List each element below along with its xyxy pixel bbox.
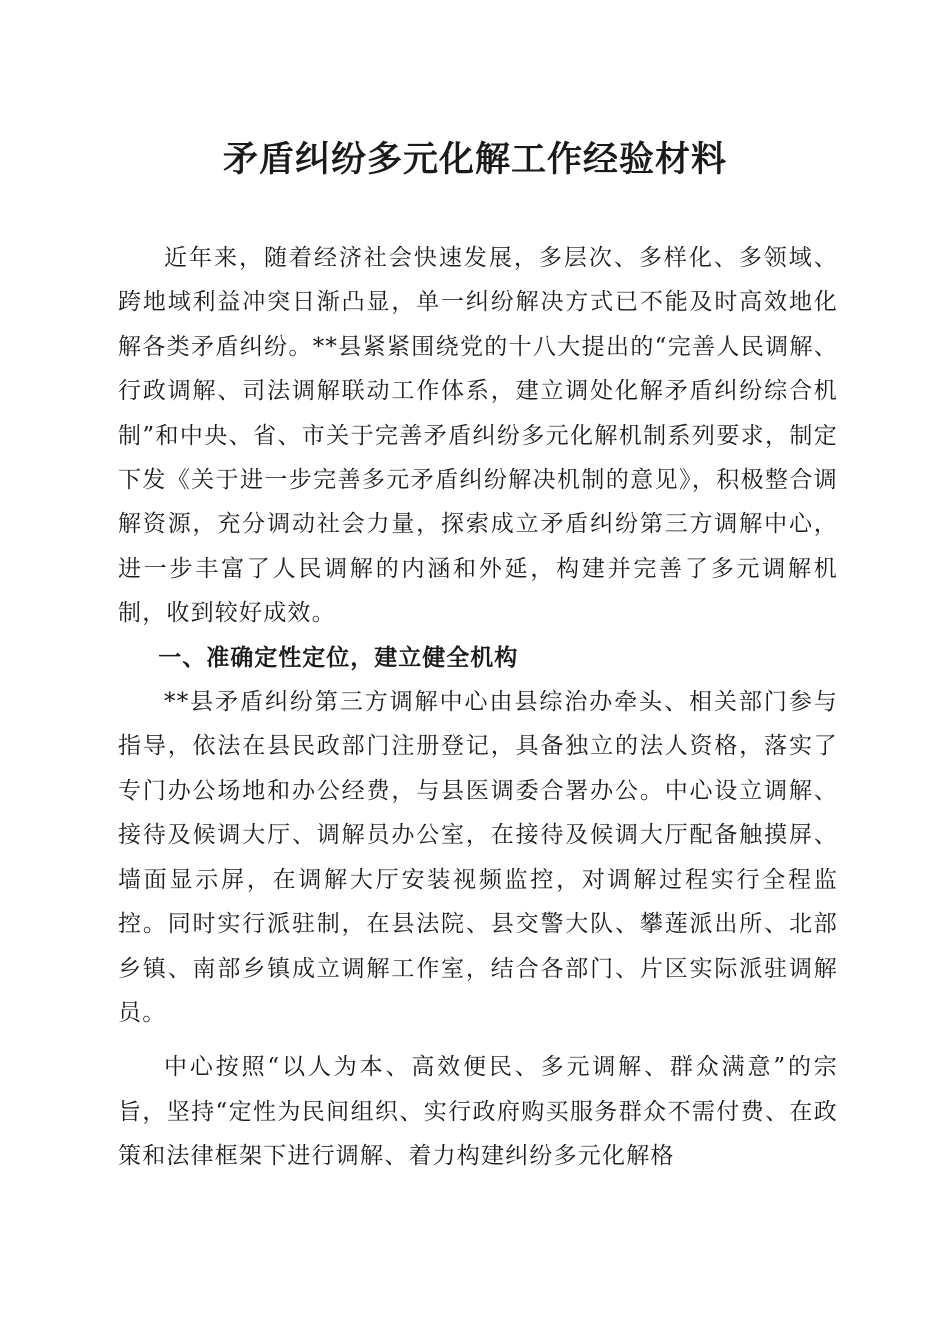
- section-heading-1: 一、准确定性定位，建立健全机构: [158, 644, 519, 671]
- body-paragraph-1: **县矛盾纠纷第三方调解中心由县综治办牵头、相关部门参与指导，依法在县民政部门注册登记，具备独立的法人资格，落实了专门办公场地和办公经费，与县医调委合署办公。中心设立调解、接待及候调大厅、调解员办公室，在接待及候调大厅配备触摸屏、墙面显示屏，在调解大厅安装视频监控，对调解过程实行全程监控。同时实行派驻制，在县法院、县交警大队、攀莲派出所、北部乡镇、南部乡镇成立调解工作室，结合各部门、片区实际派驻调解员。: [118, 689, 838, 1026]
- intro-paragraph: 近年来，随着经济社会快速发展，多层次、多样化、多领域、跨地域利益冲突日渐凸显，单一纠纷解决方式已不能及时高效地化解各类矛盾纠纷。**县紧紧围绕党的十八大提出的“完善人民调解、行政调解、司法调解联动工作体系，建立调处化解矛盾纠纷综合机制”和中央、省、市关于完善矛盾纠纷多元化解机制系列要求，制定下发《关于进一步完善多元矛盾纠纷解决机制的意见》，积极整合调解资源，充分调动社会力量，探索成立矛盾纠纷第三方调解中心，进一步丰富了人民调解的内涵和外延，构建并完善了多元调解机制，收到较好成效。: [118, 245, 838, 627]
- paragraph-gap: [118, 1035, 838, 1045]
- document-body: [118, 236, 838, 1179]
- body-paragraph-2: 中心按照“以人为本、高效便民、多元调解、群众满意”的宗旨，坚持“定性为民间组织、实行政府购买服务群众不需付费、在政策和法律框架下进行调解、着力构建纠纷多元化解格: [118, 1054, 838, 1170]
- document-title: 矛盾纠纷多元化解工作经验材料: [222, 139, 727, 180]
